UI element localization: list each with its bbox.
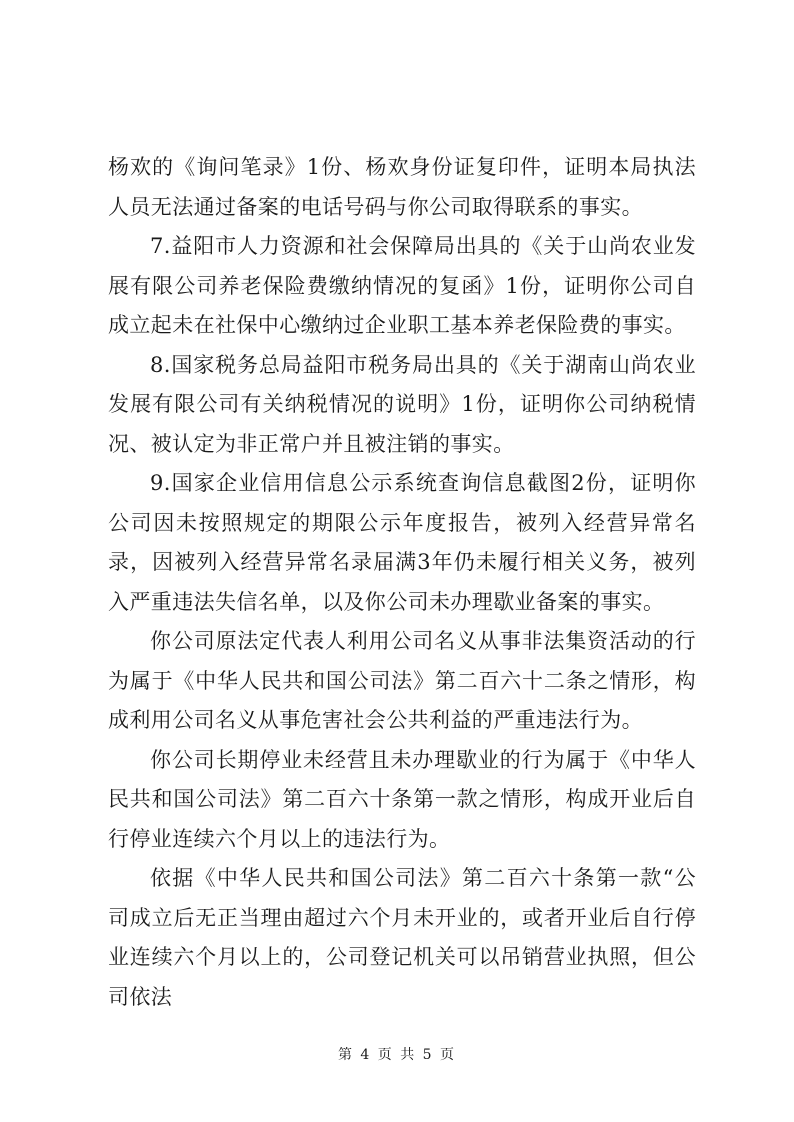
paragraph-evidence-7: 7.益阳市人力资源和社会保障局出具的《关于山尚农业发展有限公司养老保险费缴纳情况的复函》1份，证明你公司自成立起未在社保中心缴纳过企业职工基本养老保险费的事实。 <box>108 234 696 337</box>
paragraph-legal-basis: 依据《中华人民共和国公司法》第二百六十条第一款“公司成立后无正当理由超过六个月未开业的，或者开业后自行停业连续六个月以上的，公司登记机关可以吊销营业执照，但公司依法 <box>108 866 696 1009</box>
paragraph-evidence-8: 8.国家税务总局益阳市税务局出具的《关于湖南山尚农业发展有限公司有关纳税情况的说明》1份，证明你公司纳税情况、被认定为非正常户并且被注销的事实。 <box>108 352 696 456</box>
paragraph-suspension: 你公司长期停业未经营且未办理歇业的行为属于《中华人民共和国公司法》第二百六十条第一款之情形，构成开业后自行停业连续六个月以上的违法行为。 <box>108 747 696 851</box>
document-body <box>108 148 696 1017</box>
paragraph-illegal-fundraising: 你公司原法定代表人利用公司名义从事非法集资活动的行为属于《中华人民共和国公司法》第二百六十二条之情形，构成利用公司名义从事危害社会公共利益的严重违法行为。 <box>108 629 696 732</box>
paragraph-evidence-9: 9.国家企业信用信息公示系统查询信息截图2份，证明你公司因未按照规定的期限公示年度报告，被列入经营异常名录，因被列入经营异常名录届满3年仍未履行相关义务，被列入严重违法失信名单，以及你公司未办理歇业备案的事实。 <box>108 471 696 614</box>
paragraph-continuation: 杨欢的《询问笔录》1份、杨欢身份证复印件，证明本局执法人员无法通过备案的电话号码与你公司取得联系的事实。 <box>108 155 696 219</box>
page-number-footer: 第 4 页 共 5 页 <box>337 1047 457 1063</box>
